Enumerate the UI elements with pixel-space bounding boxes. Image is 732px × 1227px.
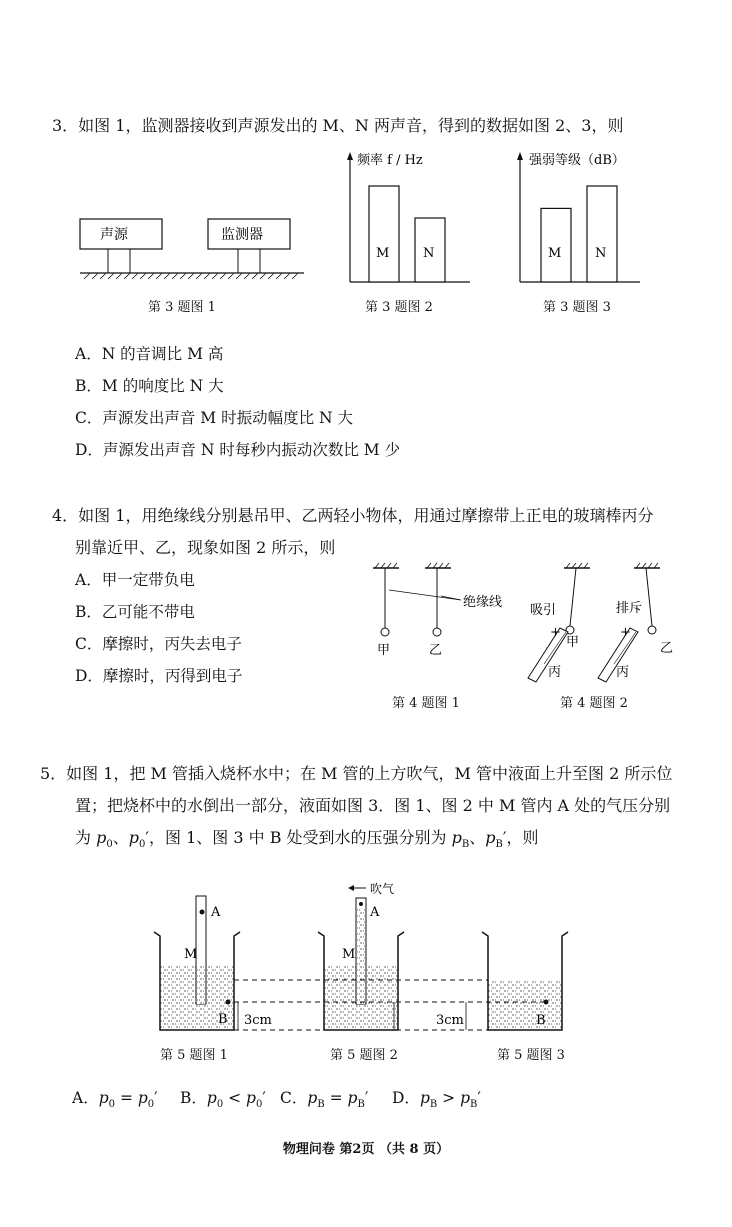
q3-fig1 (78, 205, 308, 285)
fig1-obj-a: 甲 (377, 643, 391, 658)
monitor-label: 监测器 (221, 227, 263, 243)
plus-right: + (620, 625, 631, 640)
q4-option-b: B．乙可能不带电 (75, 603, 195, 621)
comma-1: 、 (112, 828, 129, 847)
label-m-1: M (184, 947, 198, 962)
q3-option-c: C．声源发出声音 M 时振动幅度比 N 大 (75, 409, 354, 427)
depth-1: 3cm (244, 1013, 272, 1028)
pB-prime: p (485, 828, 496, 847)
q5-stem-line3-c: ，则 (506, 828, 539, 847)
q5-stem-line3 (75, 822, 539, 861)
blow-label: 吹气 (370, 882, 395, 896)
fig2-obj-a: 甲 (566, 635, 580, 650)
fig2-bar-n-label: N (423, 246, 435, 261)
pB-sub: B (461, 839, 470, 851)
q5-option-a: A．$p_0 = p_0'$ (72, 1089, 158, 1111)
ball-a (381, 628, 389, 636)
p0: p (96, 828, 107, 847)
fig3-bar-n-label: N (595, 246, 607, 261)
label-b-3: B (536, 1013, 546, 1028)
q3-stem: 3．如图 1，监测器接收到声源发出的 M、N 两声音，得到的数据如图 2、3，则 (52, 116, 624, 135)
q3-option-b: B．M 的响度比 N 大 (75, 377, 224, 395)
q3-fig1-caption: 第 3 题图 1 (148, 300, 216, 315)
rod-label-left: 丙 (548, 665, 562, 680)
q3-option-a: A．N 的音调比 M 高 (75, 345, 224, 363)
q5-option-c: C．$p_B = p_B'$ (280, 1089, 369, 1111)
beaker3-water (488, 980, 562, 1030)
q5-fig2-caption: 第 5 题图 2 (330, 1048, 398, 1063)
thread-a-tilted (570, 568, 576, 626)
label-a-1: A (211, 905, 221, 920)
thread-b-tilted (646, 568, 652, 626)
fig1-obj-b: 乙 (429, 643, 443, 658)
q5-stem-line3-a: 为 (75, 828, 97, 847)
p0-prime: p (128, 828, 139, 847)
p0-sub: 0 (106, 839, 113, 851)
q5-option-d: D．$p_B > p_B'$ (392, 1089, 481, 1111)
blow-arrow (348, 885, 354, 891)
q4-fig2-caption: 第 4 题图 2 (560, 696, 628, 711)
source-label: 声源 (100, 227, 128, 243)
q3-option-d: D．声源发出声音 N 时每秒内振动次数比 M 少 (75, 441, 401, 459)
plus-left: + (550, 625, 561, 640)
rod-label-right: 丙 (616, 665, 630, 680)
fig2-obj-b: 乙 (660, 641, 674, 656)
prime-1: ′ (145, 828, 149, 847)
q5-option-b: B．$p_0 < p_0'$ (180, 1089, 266, 1111)
prime-2: ′ (502, 828, 507, 847)
q3-fig3-caption: 第 3 题图 3 (543, 300, 611, 315)
q5-fig1-caption: 第 5 题图 1 (160, 1048, 228, 1063)
q4-fig1-caption: 第 4 题图 1 (392, 696, 460, 711)
q4-stem-line1: 4．如图 1，用绝缘线分别悬吊甲、乙两轻小物体，用通过摩擦带上正电的玻璃棒丙分 (52, 506, 654, 525)
label-m-2: M (342, 947, 356, 962)
q5-stem-line1: 5．如图 1，把 M 管插入烧杯水中；在 M 管的上方吹气，M 管中液面上升至图 2 所示位 (40, 764, 673, 783)
q4-option-a: A．甲一定带负电 (75, 571, 195, 589)
q3-fig2-chart (335, 150, 485, 290)
q5-figure (148, 878, 578, 1043)
fig3-y-arrow (517, 152, 523, 160)
fig3-bar-m-label: M (548, 246, 562, 261)
label-a-2: A (370, 905, 380, 920)
p0-prime-sub: 0 (138, 839, 146, 851)
fig2-bar-m-label: M (376, 246, 390, 261)
ground-hatch (84, 273, 298, 279)
q5-fig3-caption: 第 5 题图 3 (497, 1048, 565, 1063)
fig2-y-arrow (347, 152, 353, 160)
repel-label: 排斥 (616, 601, 643, 616)
q4-stem-line2: 别靠近甲、乙，现象如图 2 所示，则 (75, 538, 336, 557)
ball-b-repelled (648, 626, 656, 634)
depth-2: 3cm (436, 1013, 464, 1028)
fig2-bar-m (369, 186, 399, 282)
label-b-1: B (218, 1012, 228, 1027)
point-b-1 (226, 1000, 231, 1005)
q5-stem-line2: 置；把烧杯中的水倒出一部分，液面如图 3．图 1、图 2 中 M 管内 A 处的气压分别 (75, 796, 671, 815)
pB-prime-sub: B (495, 839, 503, 851)
attract-label: 吸引 (530, 603, 557, 618)
thread-label: 绝缘线 (463, 595, 503, 610)
q3-fig3-chart (505, 150, 665, 290)
q3-fig2-caption: 第 3 题图 2 (365, 300, 433, 315)
point-a-2 (359, 902, 363, 906)
q4-option-d: D．摩擦时，丙得到电子 (75, 667, 243, 685)
q4-fig2 (518, 560, 688, 685)
fig3-bar-n (587, 186, 617, 282)
q4-option-c: C．摩擦时，丙失去电子 (75, 635, 242, 653)
pB: p (451, 828, 462, 847)
ball-b (433, 628, 441, 636)
q5-stem-line3-b: ，图 1、图 3 中 B 处受到水的压强分别为 (149, 828, 452, 847)
fig2-ylabel: 频率 f / Hz (357, 153, 423, 168)
comma-2: 、 (469, 828, 486, 847)
point-a-1 (200, 910, 205, 915)
q4-fig1 (365, 560, 515, 660)
fig3-ylabel: 强弱等级（dB） (529, 153, 625, 168)
page-footer: 物理问卷 第2页 （共 8 页） (282, 1142, 450, 1157)
